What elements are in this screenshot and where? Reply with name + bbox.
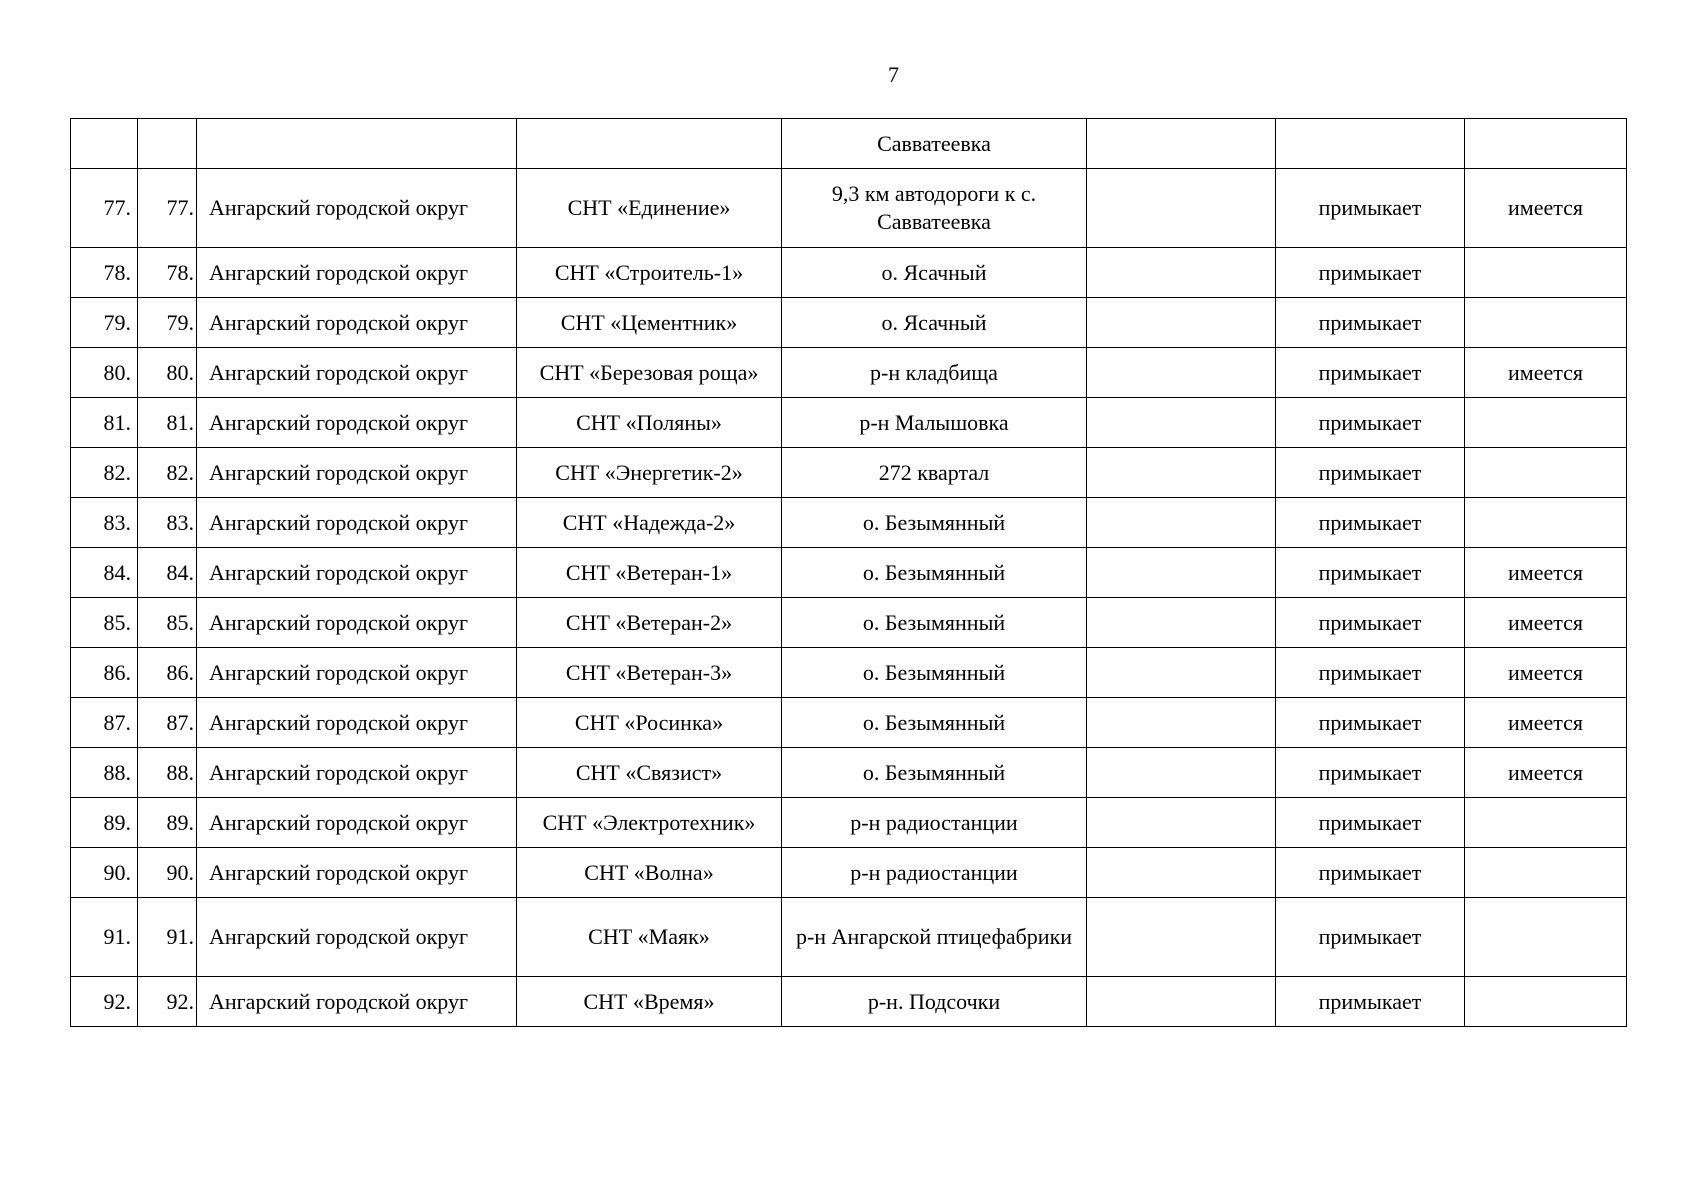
cell-row-number: 79. <box>71 298 138 348</box>
cell-adjacency: примыкает <box>1276 498 1465 548</box>
cell-availability: имеется <box>1465 598 1627 648</box>
cell-district: Ангарский городской округ <box>197 748 517 798</box>
cell-item-number: 80. <box>138 348 197 398</box>
cell-empty <box>197 119 517 169</box>
cell-availability <box>1465 977 1627 1027</box>
cell-column-6 <box>1087 898 1276 977</box>
cell-column-6 <box>1087 698 1276 748</box>
cell-association-name: СНТ «Надежда-2» <box>517 498 782 548</box>
cell-item-number: 86. <box>138 648 197 698</box>
cell-association-name: СНТ «Волна» <box>517 848 782 898</box>
cell-adjacency: примыкает <box>1276 548 1465 598</box>
cell-empty <box>1276 119 1465 169</box>
cell-empty <box>71 119 138 169</box>
cell-column-6 <box>1087 798 1276 848</box>
cell-row-number: 83. <box>71 498 138 548</box>
cell-availability <box>1465 898 1627 977</box>
table-row <box>71 448 1627 498</box>
cell-item-number: 77. <box>138 169 197 248</box>
cell-association-name: СНТ «Ветеран-3» <box>517 648 782 698</box>
cell-adjacency: примыкает <box>1276 398 1465 448</box>
table-row <box>71 548 1627 598</box>
cell-association-name: СНТ «Связист» <box>517 748 782 798</box>
cell-empty <box>138 119 197 169</box>
cell-association-name: СНТ «Росинка» <box>517 698 782 748</box>
cell-row-number: 92. <box>71 977 138 1027</box>
cell-location: о. Безымянный <box>782 598 1087 648</box>
cell-adjacency: примыкает <box>1276 169 1465 248</box>
cell-row-number: 84. <box>71 548 138 598</box>
cell-district: Ангарский городской округ <box>197 698 517 748</box>
cell-item-number: 88. <box>138 748 197 798</box>
cell-location: р-н радиостанции <box>782 798 1087 848</box>
cell-district: Ангарский городской округ <box>197 598 517 648</box>
cell-row-number: 88. <box>71 748 138 798</box>
cell-row-number: 77. <box>71 169 138 248</box>
cell-availability <box>1465 448 1627 498</box>
cell-row-number: 78. <box>71 248 138 298</box>
cell-district: Ангарский городской округ <box>197 798 517 848</box>
cell-adjacency: примыкает <box>1276 248 1465 298</box>
cell-association-name: СНТ «Строитель-1» <box>517 248 782 298</box>
cell-item-number: 90. <box>138 848 197 898</box>
table-row <box>71 648 1627 698</box>
cell-location: 272 квартал <box>782 448 1087 498</box>
cell-location: р-н радиостанции <box>782 848 1087 898</box>
cell-item-number: 84. <box>138 548 197 598</box>
cell-district: Ангарский городской округ <box>197 977 517 1027</box>
table-row <box>71 498 1627 548</box>
table-row <box>71 798 1627 848</box>
cell-adjacency: примыкает <box>1276 848 1465 898</box>
cell-item-number: 85. <box>138 598 197 648</box>
cell-district: Ангарский городской округ <box>197 248 517 298</box>
cell-association-name: СНТ «Березовая роща» <box>517 348 782 398</box>
cell-row-number: 82. <box>71 448 138 498</box>
cell-column-6 <box>1087 169 1276 248</box>
cell-location: р-н. Подсочки <box>782 977 1087 1027</box>
cell-availability: имеется <box>1465 648 1627 698</box>
cell-item-number: 87. <box>138 698 197 748</box>
cell-row-number: 90. <box>71 848 138 898</box>
cell-column-6 <box>1087 548 1276 598</box>
cell-district: Ангарский городской округ <box>197 398 517 448</box>
cell-location: 9,3 км автодороги к с. Савватеевка <box>782 169 1087 248</box>
cell-availability <box>1465 848 1627 898</box>
cell-adjacency: примыкает <box>1276 298 1465 348</box>
cell-location: р-н Малышовка <box>782 398 1087 448</box>
cell-location: о. Безымянный <box>782 748 1087 798</box>
cell-association-name: СНТ «Поляны» <box>517 398 782 448</box>
table-row <box>71 898 1627 977</box>
cell-association-name: СНТ «Время» <box>517 977 782 1027</box>
cell-district: Ангарский городской округ <box>197 448 517 498</box>
cell-column-6 <box>1087 448 1276 498</box>
table-row <box>71 598 1627 648</box>
cell-column-6 <box>1087 848 1276 898</box>
cell-item-number: 92. <box>138 977 197 1027</box>
cell-location: р-н кладбища <box>782 348 1087 398</box>
cell-item-number: 91. <box>138 898 197 977</box>
cell-item-number: 79. <box>138 298 197 348</box>
cell-column-6 <box>1087 977 1276 1027</box>
cell-availability <box>1465 398 1627 448</box>
table-row <box>71 248 1627 298</box>
cell-column-6 <box>1087 648 1276 698</box>
cell-empty <box>517 119 782 169</box>
table-row-continuation <box>71 119 1627 169</box>
cell-item-number: 83. <box>138 498 197 548</box>
cell-adjacency: примыкает <box>1276 648 1465 698</box>
cell-availability <box>1465 248 1627 298</box>
registry-table <box>70 118 1627 1027</box>
cell-availability: имеется <box>1465 548 1627 598</box>
cell-district: Ангарский городской округ <box>197 548 517 598</box>
table-row <box>71 698 1627 748</box>
cell-row-number: 91. <box>71 898 138 977</box>
cell-district: Ангарский городской округ <box>197 898 517 977</box>
page-number: 7 <box>888 62 899 87</box>
cell-district: Ангарский городской округ <box>197 848 517 898</box>
cell-row-number: 85. <box>71 598 138 648</box>
table-row <box>71 298 1627 348</box>
cell-row-number: 81. <box>71 398 138 448</box>
cell-location: о. Безымянный <box>782 698 1087 748</box>
cell-row-number: 80. <box>71 348 138 398</box>
cell-adjacency: примыкает <box>1276 698 1465 748</box>
cell-district: Ангарский городской округ <box>197 298 517 348</box>
cell-association-name: СНТ «Электротехник» <box>517 798 782 848</box>
cell-column-6 <box>1087 598 1276 648</box>
cell-availability <box>1465 298 1627 348</box>
cell-adjacency: примыкает <box>1276 898 1465 977</box>
cell-availability <box>1465 498 1627 548</box>
cell-availability <box>1465 798 1627 848</box>
cell-location: о. Безымянный <box>782 648 1087 698</box>
cell-availability: имеется <box>1465 748 1627 798</box>
cell-column-6 <box>1087 348 1276 398</box>
table-row <box>71 748 1627 798</box>
cell-district: Ангарский городской округ <box>197 348 517 398</box>
cell-row-number: 87. <box>71 698 138 748</box>
cell-row-number: 89. <box>71 798 138 848</box>
cell-location: о. Безымянный <box>782 548 1087 598</box>
cell-adjacency: примыкает <box>1276 748 1465 798</box>
cell-item-number: 89. <box>138 798 197 848</box>
cell-item-number: 82. <box>138 448 197 498</box>
cell-column-6 <box>1087 748 1276 798</box>
table-row <box>71 977 1627 1027</box>
cell-availability: имеется <box>1465 698 1627 748</box>
cell-empty <box>1087 119 1276 169</box>
cell-association-name: СНТ «Единение» <box>517 169 782 248</box>
cell-association-name: СНТ «Ветеран-1» <box>517 548 782 598</box>
cell-location: о. Безымянный <box>782 498 1087 548</box>
cell-adjacency: примыкает <box>1276 798 1465 848</box>
cell-empty <box>1465 119 1627 169</box>
cell-item-number: 81. <box>138 398 197 448</box>
cell-adjacency: примыкает <box>1276 977 1465 1027</box>
cell-association-name: СНТ «Ветеран-2» <box>517 598 782 648</box>
table-row <box>71 848 1627 898</box>
cell-association-name: СНТ «Цементник» <box>517 298 782 348</box>
cell-item-number: 78. <box>138 248 197 298</box>
cell-adjacency: примыкает <box>1276 598 1465 648</box>
table-body <box>71 119 1627 1027</box>
cell-column-6 <box>1087 298 1276 348</box>
cell-district: Ангарский городской округ <box>197 169 517 248</box>
cell-district: Ангарский городской округ <box>197 498 517 548</box>
table-row <box>71 398 1627 448</box>
cell-association-name: СНТ «Энергетик-2» <box>517 448 782 498</box>
cell-association-name: СНТ «Маяк» <box>517 898 782 977</box>
cell-location-continuation: Савватеевка <box>782 119 1087 169</box>
cell-availability: имеется <box>1465 169 1627 248</box>
table-row <box>71 348 1627 398</box>
cell-column-6 <box>1087 498 1276 548</box>
cell-column-6 <box>1087 398 1276 448</box>
cell-location: о. Ясачный <box>782 248 1087 298</box>
cell-location: о. Ясачный <box>782 298 1087 348</box>
cell-adjacency: примыкает <box>1276 448 1465 498</box>
cell-location: р-н Ангарской птицефабрики <box>782 898 1087 977</box>
cell-district: Ангарский городской округ <box>197 648 517 698</box>
cell-column-6 <box>1087 248 1276 298</box>
cell-adjacency: примыкает <box>1276 348 1465 398</box>
cell-availability: имеется <box>1465 348 1627 398</box>
cell-row-number: 86. <box>71 648 138 698</box>
table-row <box>71 169 1627 248</box>
